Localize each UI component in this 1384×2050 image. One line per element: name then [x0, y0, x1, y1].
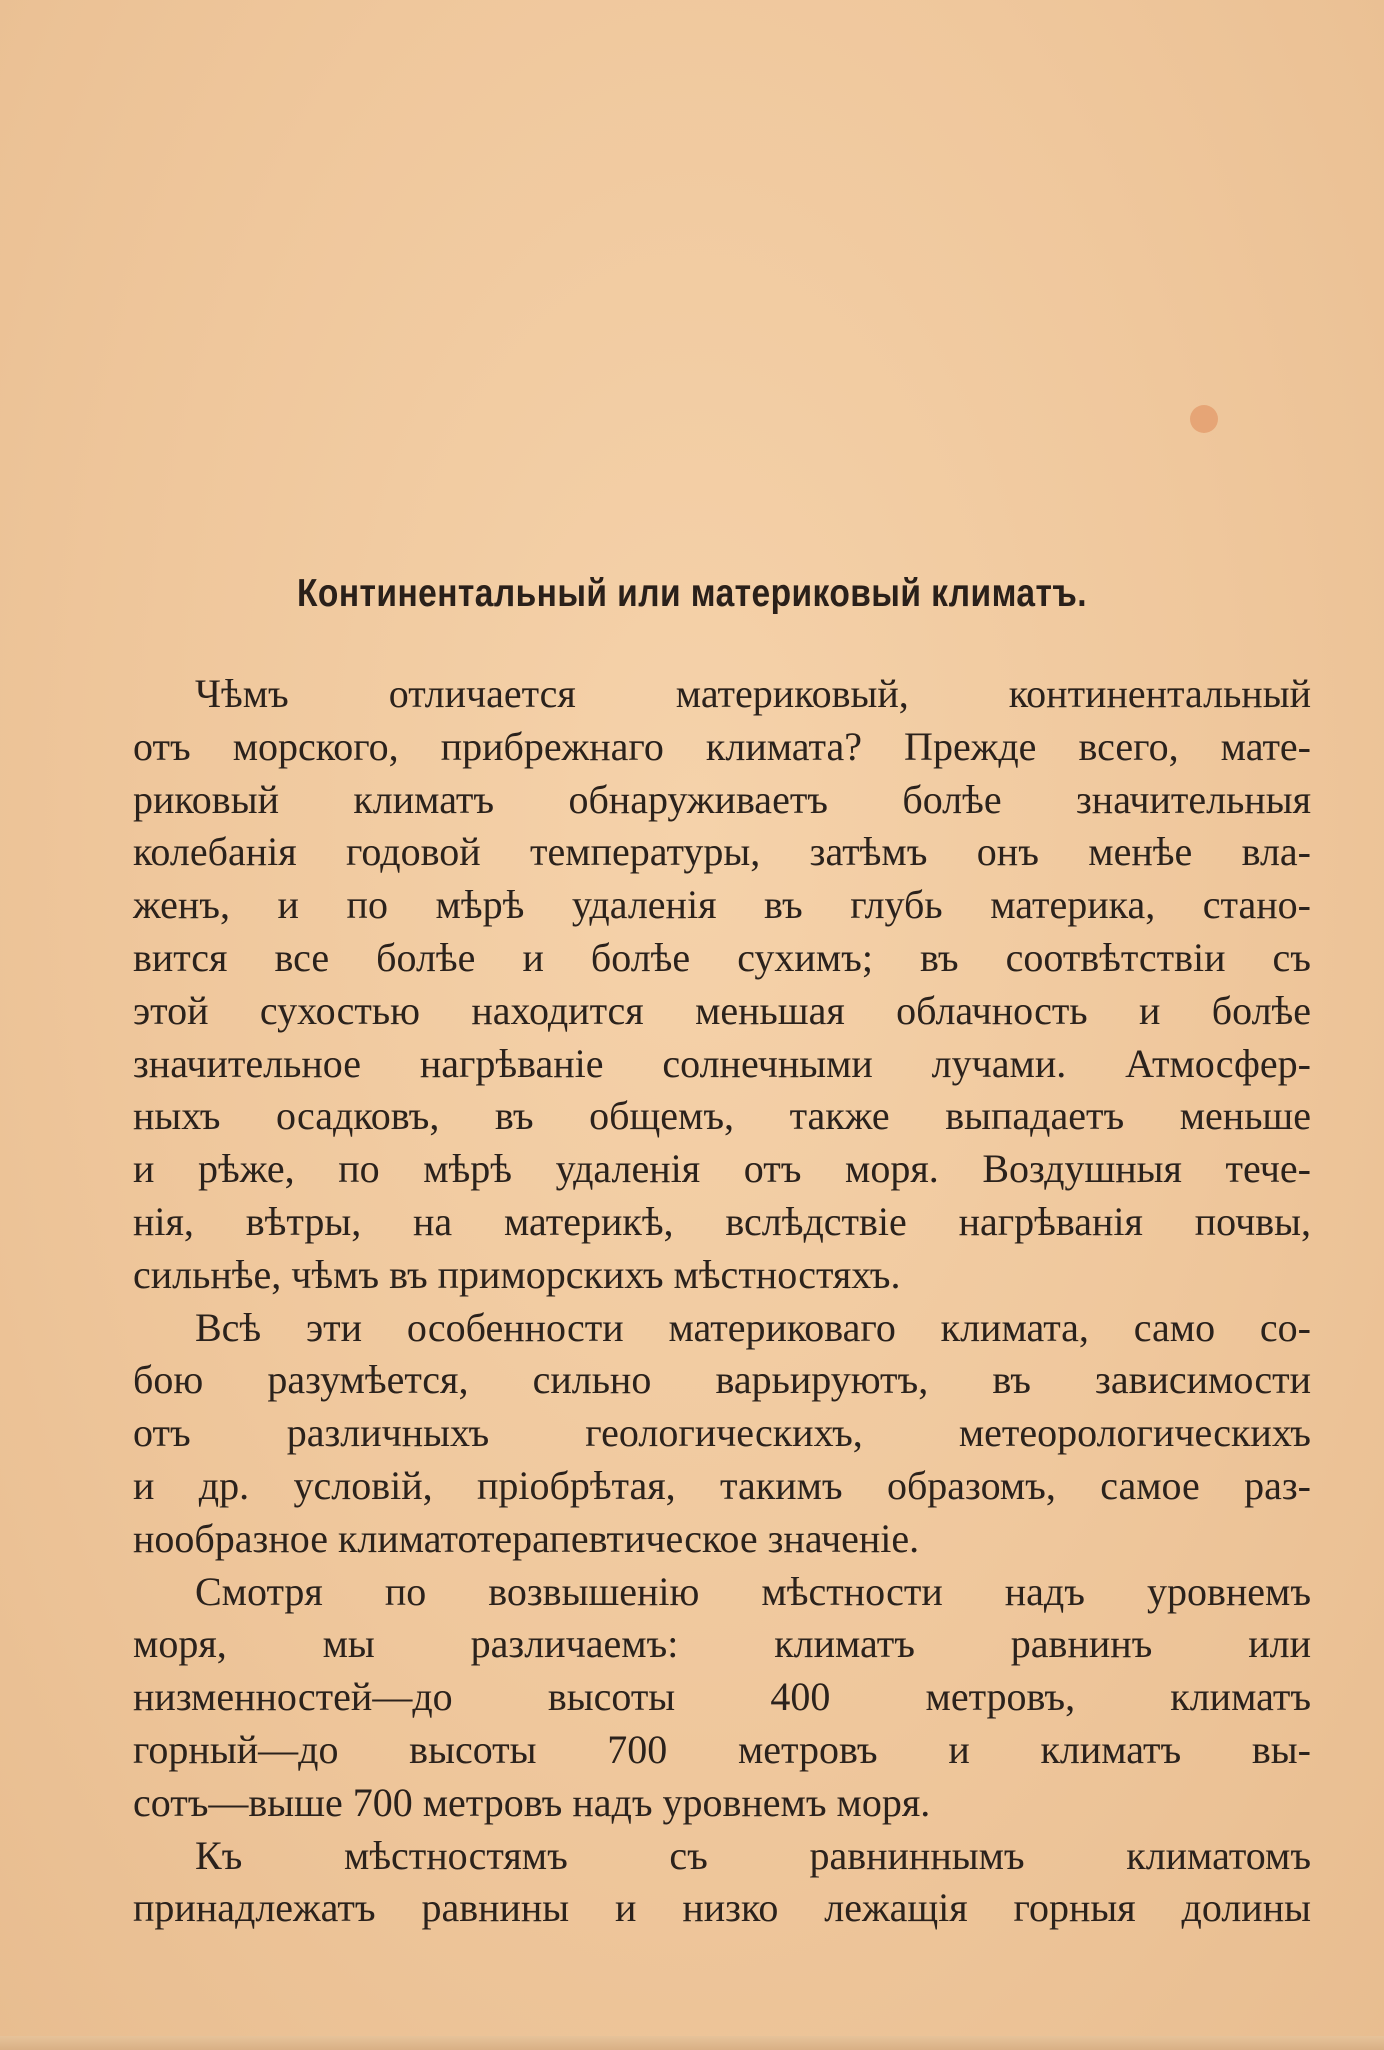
text-line: Къ мѣстностямъ съ равниннымъ климатомъ [195, 1832, 1311, 1878]
text-line: отъ различныхъ геологическихъ, метеорологическихъ [133, 1410, 1311, 1456]
text-line: сотъ—выше 700 метровъ надъ уровнемъ моря. [133, 1779, 931, 1825]
text-line: моря, мы различаемъ: климатъ равнинъ или [133, 1621, 1311, 1667]
text-line: Чѣмъ отличается материковый, континентальный [195, 671, 1311, 716]
text-line: отъ морского, прибрежнаго климата? Прежде всего, мате- [133, 723, 1311, 769]
page-bottom-edge [0, 2036, 1384, 2050]
text-line: низменностей—до высоты 400 метровъ, климатъ [133, 1674, 1311, 1720]
text-line: колебанія годовой температуры, затѣмъ онъ менѣе вла- [133, 829, 1311, 875]
text-line: сильнѣе, чѣмъ въ приморскихъ мѣстностяхъ. [133, 1251, 901, 1297]
text-line: и рѣже, по мѣрѣ удаленія отъ моря. Воздушныя тече- [133, 1146, 1311, 1192]
text-line: вится все болѣе и болѣе сухимъ; въ соотвѣтствіи съ [133, 934, 1311, 980]
text-line: ныхъ осадковъ, въ общемъ, также выпадаетъ меньше [133, 1093, 1311, 1139]
text-line: Смотря по возвышенію мѣстности надъ уровнемъ [195, 1568, 1311, 1614]
text-line: Всѣ эти особенности материковаго климата, само со- [195, 1304, 1311, 1350]
text-line: женъ, и по мѣрѣ удаленія въ глубь материка, стано- [133, 882, 1311, 928]
text-line: риковый климатъ обнаруживаетъ болѣе значительныя [133, 776, 1311, 822]
body-text [133, 668, 1311, 1935]
text-line: значительное нагрѣваніе солнечными лучами. Атмосфер- [133, 1040, 1311, 1086]
text-line: горный—до высоты 700 метровъ и климатъ вы- [133, 1726, 1311, 1772]
text-line: и др. условій, пріобрѣтая, такимъ образомъ, самое раз- [133, 1462, 1311, 1508]
text-line: бою разумѣется, сильно варьируютъ, въ зависимости [133, 1357, 1311, 1403]
text-line: принадлежатъ равнины и низко лежащія горныя долины [133, 1885, 1311, 1931]
text-line: этой сухостью находится меньшая облачность и болѣе [133, 987, 1311, 1033]
section-heading: Континентальный или материковый климатъ. [297, 572, 1087, 615]
paper-stain [1190, 405, 1218, 433]
text-line: нообразное климатотерапевтическое значеніе. [133, 1515, 920, 1561]
text-line: нія, вѣтры, на материкѣ, вслѣдствіе нагрѣванія почвы, [133, 1198, 1311, 1244]
